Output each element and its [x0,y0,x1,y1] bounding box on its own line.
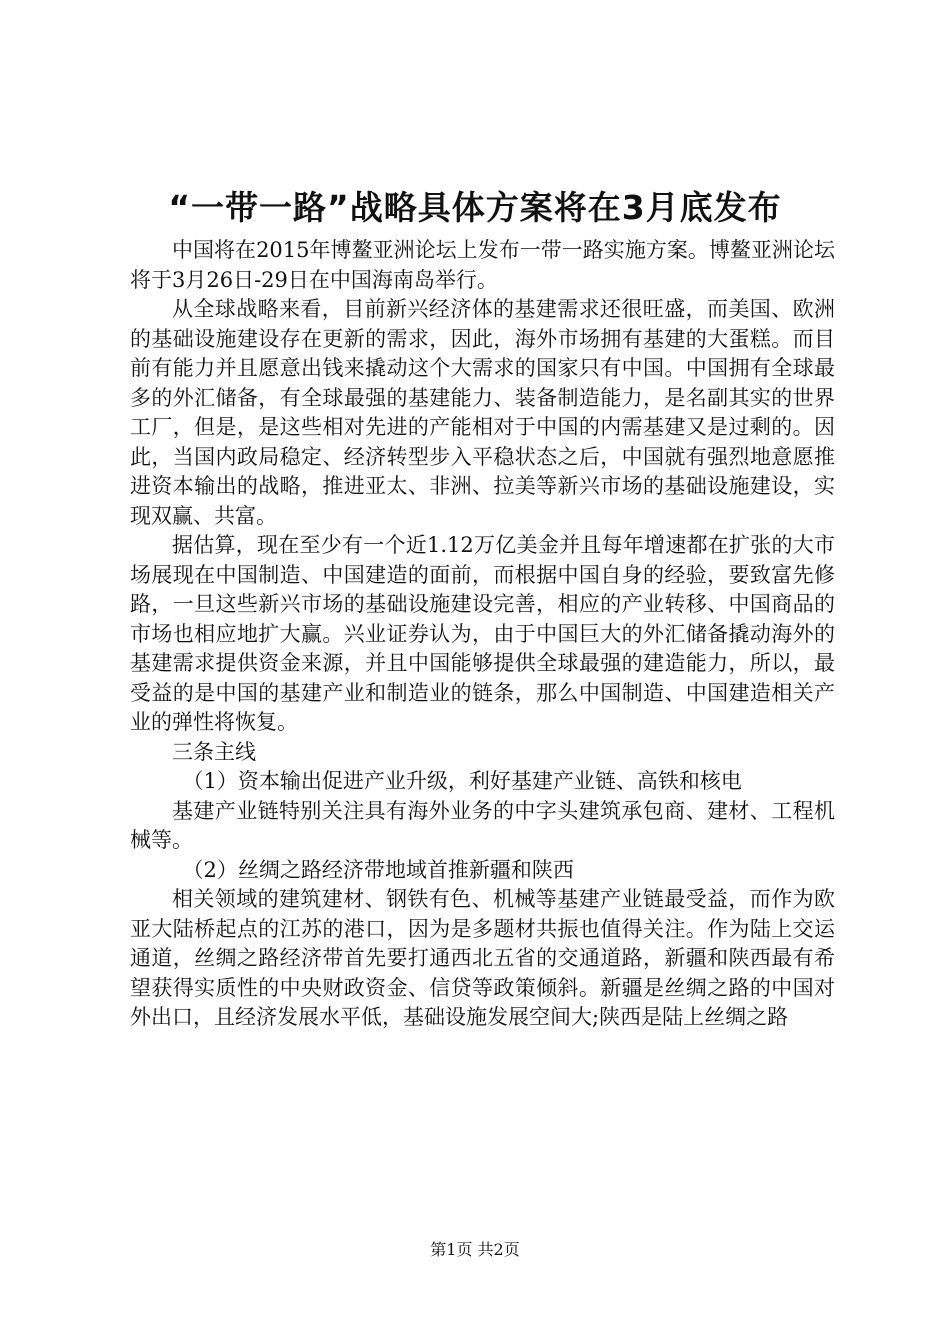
paragraph: 相关领域的建筑建材、钢铁有色、机械等基建产业链最受益，而作为欧亚大陆桥起点的江苏的港口，因为是多题材共振也值得关注。作为陆上交运通道，丝绸之路经济带首先要打通西北五省的交通道路，新疆和陕西最有希望获得实质性的中央财政资金、信贷等政策倾斜。新疆是丝绸之路的中国对外出口，且经济发展水平低，基础设施发展空间大;陕西是陆上丝绸之路 [130,887,835,1029]
section-heading: 三条主线 [172,739,256,764]
paragraph: 基建产业链特别关注具有海外业务的中字头建筑承包商、建材、工程机械等。 [130,798,835,852]
document-body [130,236,835,1033]
subheading-1: （1）资本输出促进产业升级，利好基建产业链、高铁和核电 [182,769,742,793]
paragraph: 中国将在2015年博鳌亚洲论坛上发布一带一路实施方案。博鳌亚洲论坛将于3月26日-29日在中国海南岛举行。 [130,238,835,292]
subheading-2: （2）丝绸之路经济带地域首推新疆和陕西 [182,857,574,882]
paragraph: 据估算，现在至少有一个近1.12万亿美金并且每年增速都在扩张的大市场展现在中国制造、中国建造的面前，而根据中国自身的经验，要致富先修路，一旦这些新兴市场的基础设施建设完善，相应的产业转移、中国商品的市场也相应地扩大赢。兴业证券认为，由于中国巨大的外汇储备撬动海外的基建需求提供资金来源，并且中国能够提供全球最强的建造能力，所以，最受益的是中国的基建产业和制造业的链条，那么中国制造、中国建造相关产业的弹性将恢复。 [130,533,835,734]
document-title: “一带一路”战略具体方案将在3月底发布 [168,188,782,227]
paragraph: 从全球战略来看，目前新兴经济体的基建需求还很旺盛，而美国、欧洲的基础设施建设存在更新的需求，因此，海外市场拥有基建的大蛋糕。而目前有能力并且愿意出钱来撬动这个大需求的国家只有中国。中国拥有全球最多的外汇储备，有全球最强的基建能力、装备制造能力，是名副其实的世界工厂，但是，是这些相对先进的产能相对于中国的内需基建又是过剩的。因此，当国内政局稳定、经济转型步入平稳状态之后，中国就有强烈地意愿推进资本输出的战略，推进亚太、非洲、拉美等新兴市场的基础设施建设，实现双赢、共富。 [130,297,835,528]
page-number-footer: 第1页 共2页 [430,1240,520,1259]
